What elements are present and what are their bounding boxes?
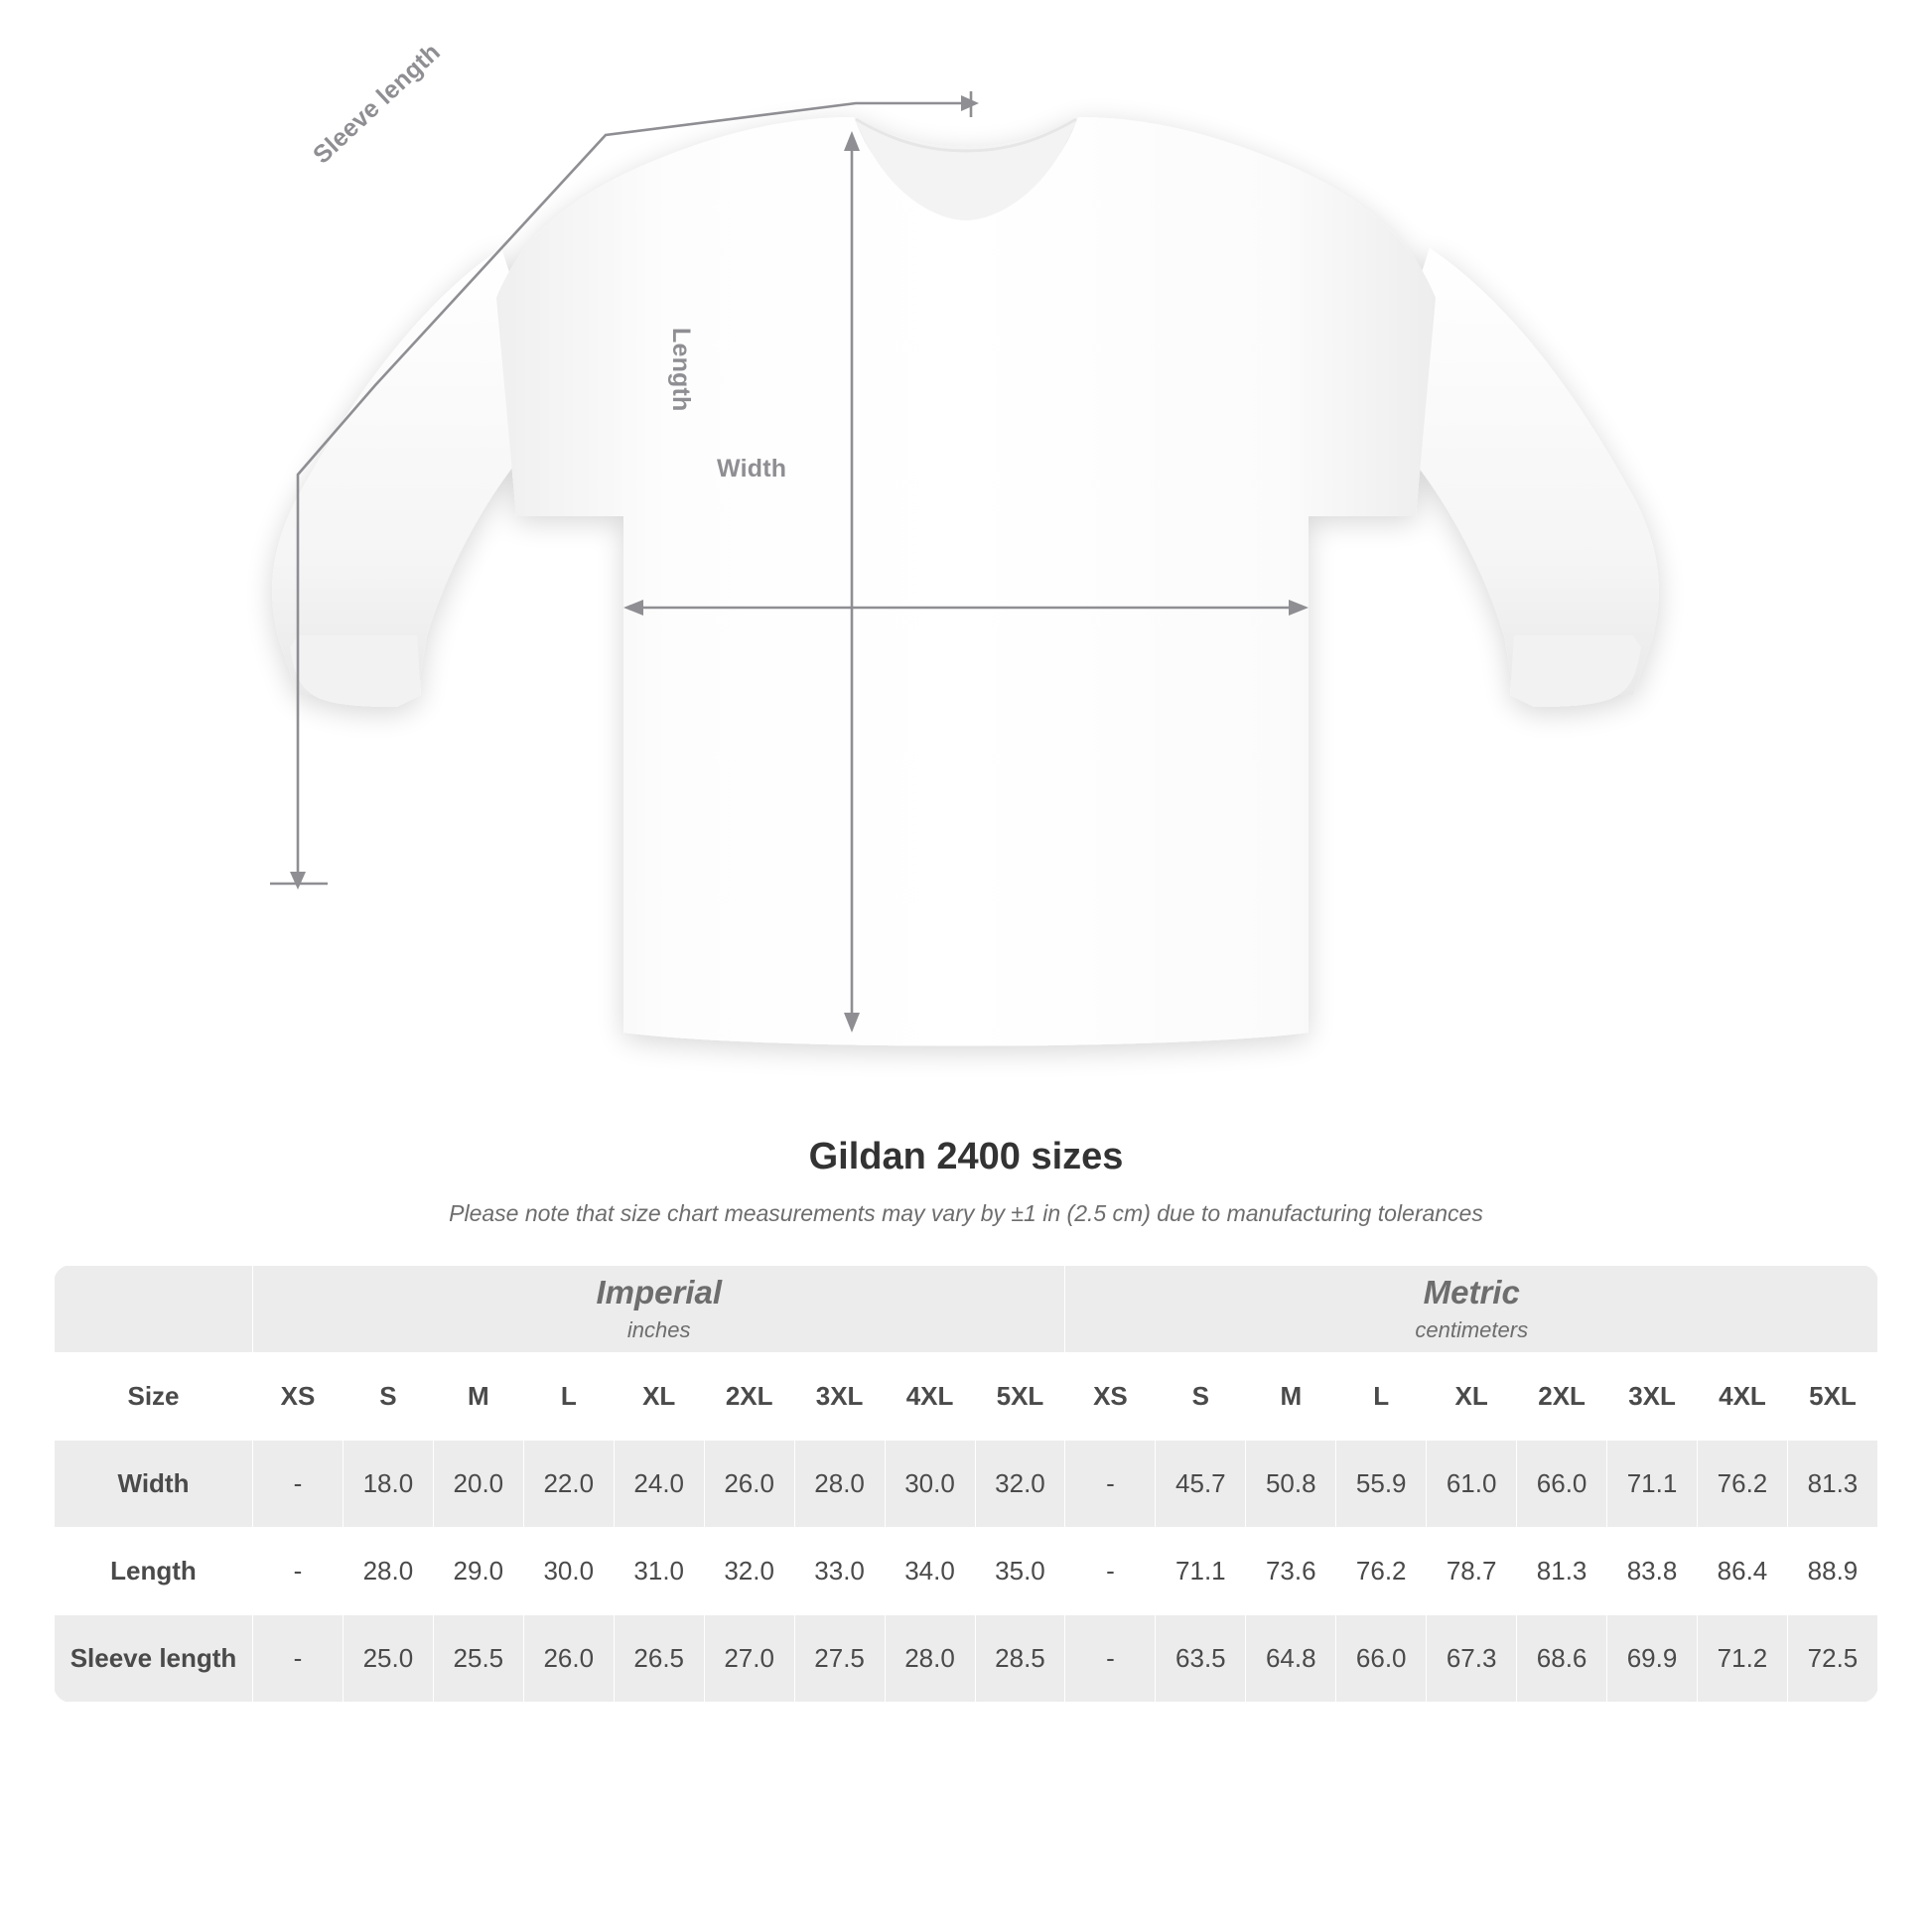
cell: 27.5 [794,1615,885,1703]
cell: 22.0 [523,1441,614,1528]
cell: 32.0 [975,1441,1065,1528]
unit-header-row [55,1266,1878,1353]
cell: 28.5 [975,1615,1065,1703]
cell: 28.0 [343,1528,433,1615]
cell: 55.9 [1336,1441,1427,1528]
cell: 28.0 [885,1615,975,1703]
header-col-16: 4XL [1698,1353,1788,1441]
cell: 25.0 [343,1615,433,1703]
tolerance-note: Please note that size chart measurements may vary by ±1 in (2.5 cm) due to manufacturing tolerances [449,1200,1483,1226]
cell: 30.0 [523,1528,614,1615]
cell: 29.0 [433,1528,523,1615]
header-col-17: 5XL [1787,1353,1877,1441]
cell: 81.3 [1787,1441,1877,1528]
header-col-14: 2XL [1517,1353,1607,1441]
label-width: Width [717,455,787,483]
table-row [55,1528,1878,1615]
header-col-15: 3XL [1607,1353,1698,1441]
header-col-13: XL [1427,1353,1517,1441]
cell: 86.4 [1698,1528,1788,1615]
header-col-5: 2XL [704,1353,794,1441]
cell: 50.8 [1246,1441,1336,1528]
cell: 31.0 [614,1528,704,1615]
unit-imperial-name: Imperial [596,1274,722,1311]
cell: - [253,1615,344,1703]
size-table [54,1265,1878,1703]
size-header-row [55,1353,1878,1441]
cell: - [1065,1441,1156,1528]
cell: 45.7 [1156,1441,1246,1528]
cell: 64.8 [1246,1615,1336,1703]
cell: 88.9 [1787,1528,1877,1615]
cell: 27.0 [704,1615,794,1703]
cell: 32.0 [704,1528,794,1615]
cell: 34.0 [885,1528,975,1615]
cell: 78.7 [1427,1528,1517,1615]
table-row [55,1615,1878,1703]
header-col-8: 5XL [975,1353,1065,1441]
cell: 30.0 [885,1441,975,1528]
row-label-sleeve-length: Sleeve length [55,1615,253,1703]
unit-metric-name: Metric [1423,1274,1520,1311]
cell: 26.0 [704,1441,794,1528]
header-col-4: XL [614,1353,704,1441]
cell: - [1065,1615,1156,1703]
cell: 73.6 [1246,1528,1336,1615]
header-col-9: XS [1065,1353,1156,1441]
cell: 76.2 [1698,1441,1788,1528]
cell: 18.0 [343,1441,433,1528]
cell: - [253,1528,344,1615]
unit-group-metric [1065,1266,1878,1353]
header-size: Size [55,1353,253,1441]
cell: 26.0 [523,1615,614,1703]
cell: - [1065,1528,1156,1615]
header-col-11: M [1246,1353,1336,1441]
cell: 24.0 [614,1441,704,1528]
label-length: Length [667,328,695,412]
unit-group-imperial [253,1266,1065,1353]
row-label-width: Width [55,1441,253,1528]
cell: 71.1 [1607,1441,1698,1528]
unit-imperial-sub: inches [626,1316,691,1342]
table-row [55,1441,1878,1528]
cell: 25.5 [433,1615,523,1703]
cell: - [253,1441,344,1528]
cell: 69.9 [1607,1615,1698,1703]
cell: 61.0 [1427,1441,1517,1528]
cell: 66.0 [1517,1441,1607,1528]
header-col-2: M [433,1353,523,1441]
cell: 72.5 [1787,1615,1877,1703]
header-col-10: S [1156,1353,1246,1441]
cell: 28.0 [794,1441,885,1528]
cell: 67.3 [1427,1615,1517,1703]
header-col-1: S [343,1353,433,1441]
cell: 76.2 [1336,1528,1427,1615]
page-title: Gildan 2400 sizes [808,1136,1124,1177]
cell: 68.6 [1517,1615,1607,1703]
table-corner [55,1266,253,1353]
header-col-3: L [523,1353,614,1441]
cell: 63.5 [1156,1615,1246,1703]
cell: 71.2 [1698,1615,1788,1703]
header-col-7: 4XL [885,1353,975,1441]
header-col-12: L [1336,1353,1427,1441]
cell: 26.5 [614,1615,704,1703]
cell: 35.0 [975,1528,1065,1615]
unit-metric-sub: centimeters [1415,1316,1529,1342]
label-sleeve-length: Sleeve length [308,38,446,170]
title-block [0,1136,1932,1227]
cell: 83.8 [1607,1528,1698,1615]
row-label-length: Length [55,1528,253,1615]
size-table-wrapper [54,1265,1878,1703]
cell: 33.0 [794,1528,885,1615]
header-col-6: 3XL [794,1353,885,1441]
cell: 71.1 [1156,1528,1246,1615]
cell: 20.0 [433,1441,523,1528]
cell: 66.0 [1336,1615,1427,1703]
cell: 81.3 [1517,1528,1607,1615]
header-col-0: XS [253,1353,344,1441]
